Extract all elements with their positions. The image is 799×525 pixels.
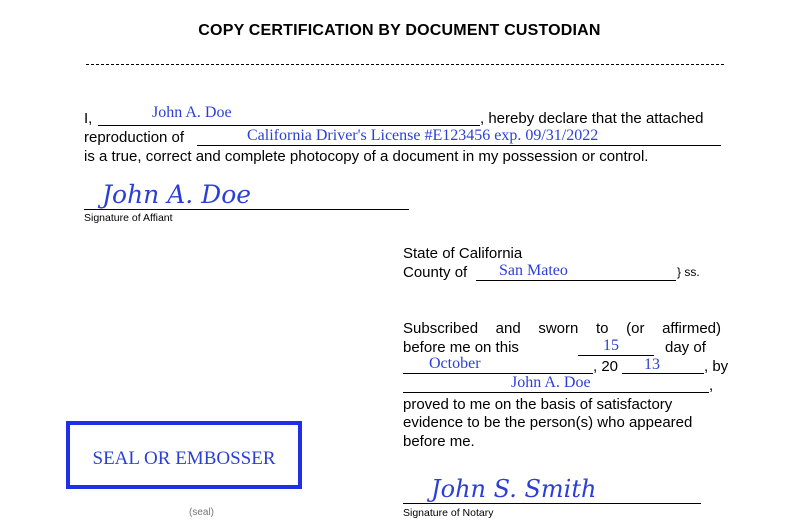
county-line	[476, 280, 676, 281]
notary-signature[interactable]: John S. Smith	[431, 475, 597, 503]
jurat-line-5: proved to me on the basis of satisfactory	[403, 396, 673, 413]
jurat-line-1: Subscribed and sworn to (or affirmed)	[403, 320, 721, 337]
jurat-line-7: before me.	[403, 433, 475, 450]
affiant-signature-line	[84, 209, 409, 210]
seal-box-text: SEAL OR EMBOSSER	[92, 448, 276, 469]
affiant-signature-label: Signature of Affiant	[84, 212, 173, 224]
jurat-line-6: evidence to be the person(s) who appeared	[403, 414, 693, 431]
venue-state: State of California	[403, 245, 523, 262]
county-label: County of	[403, 264, 468, 281]
seal-box	[66, 421, 302, 489]
reproduction-label: reproduction of	[84, 129, 185, 146]
day-field[interactable]: 15	[603, 337, 619, 354]
affiant-signature[interactable]: John A. Doe	[102, 180, 252, 209]
document-description-field[interactable]: California Driver's License #E123456 exp. 09/31/2022	[247, 127, 599, 144]
seal-caption: (seal)	[189, 507, 215, 518]
notary-signature-line	[403, 503, 701, 504]
jurat-before-me: before me on this	[403, 339, 519, 356]
affiant-name-line	[98, 125, 480, 126]
declaration-closing: is a true, correct and complete photocopy of a document in my possession or control.	[84, 148, 649, 165]
person-line	[403, 392, 709, 393]
by-label: , by	[704, 358, 729, 375]
year-line	[622, 373, 704, 374]
month-field[interactable]: October	[429, 355, 481, 372]
year-prefix: , 20	[593, 358, 619, 375]
county-field[interactable]: San Mateo	[499, 262, 568, 279]
person-comma: ,	[709, 377, 714, 394]
dashed-divider	[86, 64, 724, 65]
document-description-line	[197, 145, 721, 146]
notary-signature-label: Signature of Notary	[403, 507, 494, 519]
declaration-after-name: , hereby declare that the attached	[480, 110, 704, 127]
declaration-prefix: I,	[84, 110, 93, 127]
affiant-name-field[interactable]: John A. Doe	[152, 104, 232, 121]
day-line	[578, 355, 654, 356]
day-of-label: day of	[665, 339, 706, 356]
year-field[interactable]: 13	[644, 356, 660, 373]
ss-marker: } ss.	[677, 265, 700, 279]
document-title: COPY CERTIFICATION BY DOCUMENT CUSTODIAN	[198, 22, 601, 39]
person-field[interactable]: John A. Doe	[511, 374, 591, 391]
